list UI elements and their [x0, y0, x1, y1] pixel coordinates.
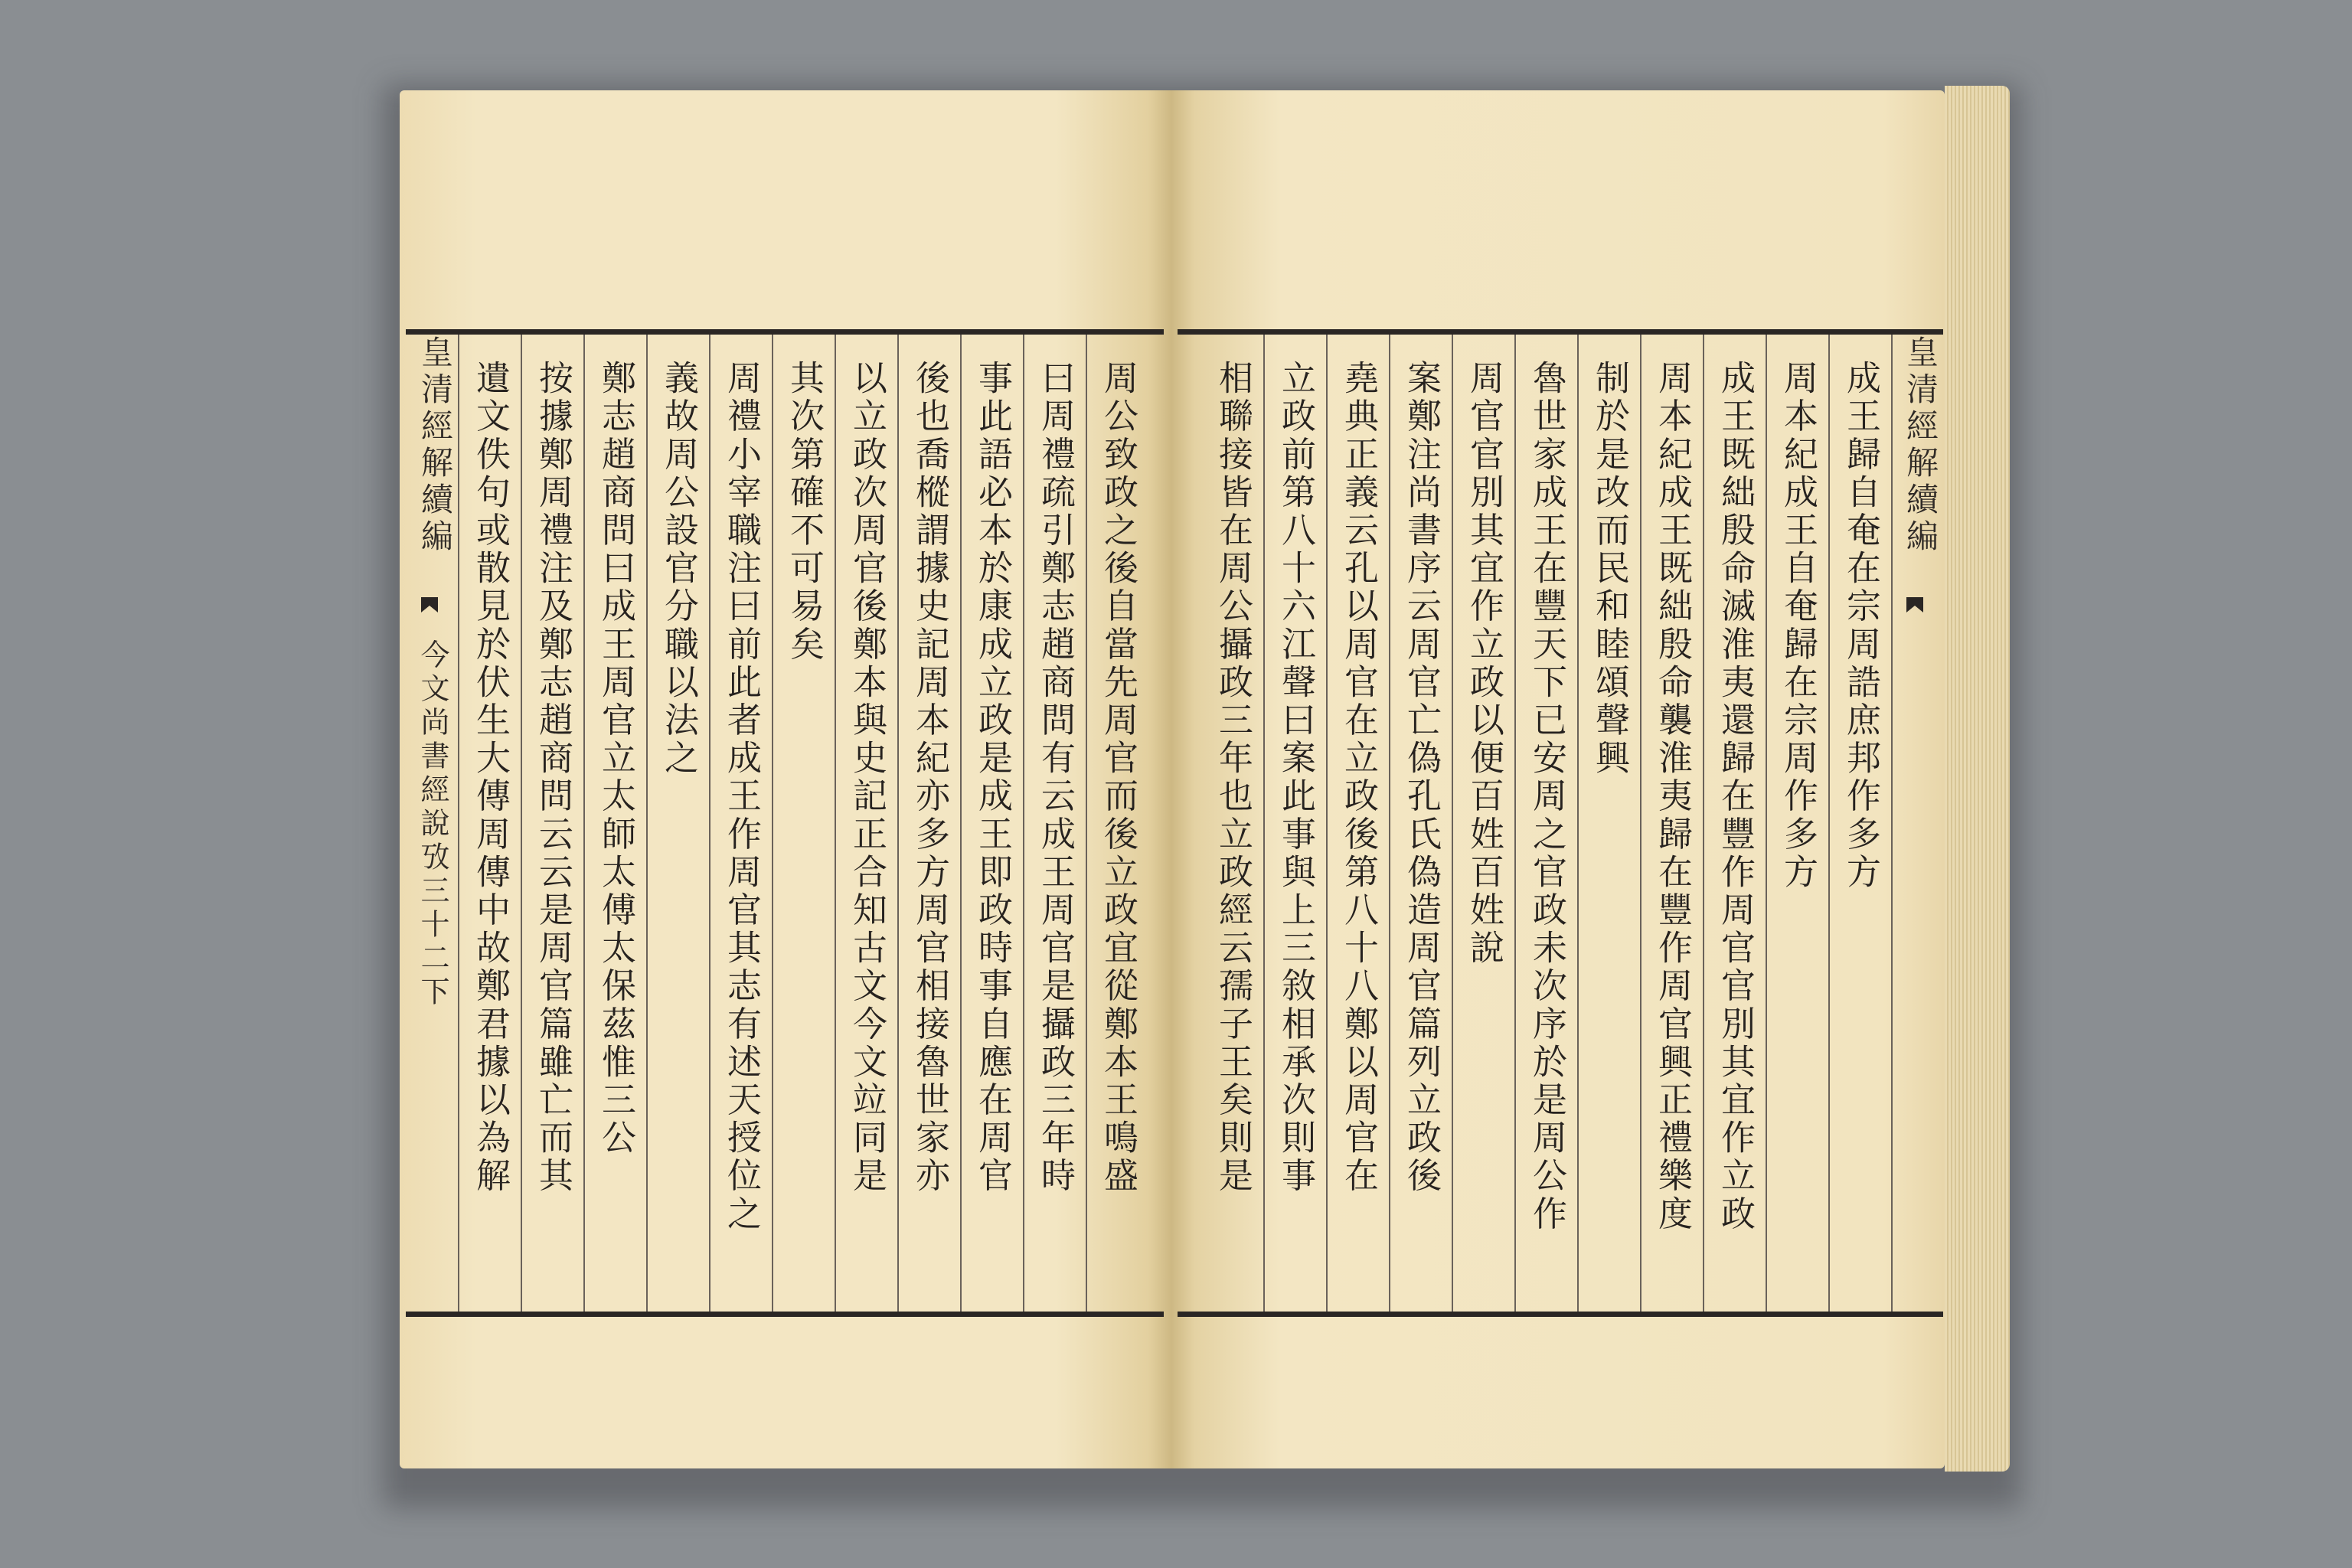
text-column: 相聯接皆在周公攝政三年也立政經云孺子王矣則是 [1213, 360, 1253, 1196]
rule [646, 335, 648, 1312]
left-margin-subtitle: 今文尚書經說攷三十二下 [416, 639, 449, 1010]
text-column: 事此語必本於康成立政是成王即政時事自應在周官 [972, 360, 1013, 1196]
rule [1766, 335, 1767, 1312]
rule [1640, 335, 1642, 1312]
text-column: 制於是改而民和睦頌聲興 [1589, 360, 1630, 778]
text-column: 曰周禮疏引鄭志趙商問有云成王周官是攝政三年時 [1035, 360, 1076, 1196]
rule [1828, 335, 1830, 1312]
rule [583, 335, 585, 1312]
text-column: 義故周公設官分職以法之 [658, 360, 699, 778]
rule [1263, 335, 1265, 1312]
rule [772, 335, 773, 1312]
page-fore-edge [1945, 86, 2010, 1472]
text-column: 案鄭注尚書序云周官亡偽孔氏偽造周官篇列立政後 [1401, 360, 1442, 1196]
rule [1326, 335, 1328, 1312]
text-column: 立政前第八十六江聲曰案此事與上三敘相承次則事 [1276, 360, 1316, 1196]
rule [1703, 335, 1704, 1312]
text-column: 堯典正義云孔以周官在立政後第八十八鄭以周官在 [1338, 360, 1379, 1196]
right-margin-title: 皇清經解續編 [1902, 335, 1939, 556]
rule [1577, 335, 1579, 1312]
rule [1086, 335, 1087, 1312]
rule [960, 335, 962, 1312]
text-column: 鄭志趙商問曰成王周官立太師太傅太保茲惟三公 [596, 360, 636, 1158]
text-column: 魯世家成王在豐天下已安周之官政未次序於是周公作 [1527, 360, 1567, 1233]
text-column: 以立政次周官後鄭本與史記正合知古文今文竝同是 [847, 360, 887, 1196]
rule [1514, 335, 1516, 1312]
rule [1452, 335, 1453, 1312]
text-column: 周禮小宰職注曰前此者成王作周官其志有述天授位之 [721, 360, 762, 1233]
text-column: 成王既絀殷命滅淮夷還歸在豐作周官官別其宜作立政 [1715, 360, 1756, 1233]
text-column: 後也喬樅謂據史記周本紀亦多方周官相接魯世家亦 [910, 360, 950, 1196]
left-margin-title: 皇清經解續編 [416, 335, 454, 556]
text-column: 周公致政之後自當先周官而後立政宜從鄭本王鳴盛 [1098, 360, 1138, 1196]
rule [521, 335, 522, 1312]
text-column: 成王歸自奄在宗周誥庶邦作多方 [1841, 360, 1881, 892]
text-column: 遺文佚句或散見於伏生大傳周傳中故鄭君據以為解 [470, 360, 511, 1196]
text-column: 其次第確不可易矣 [784, 360, 825, 664]
rule [1023, 335, 1024, 1312]
rule [897, 335, 899, 1312]
text-column: 周本紀成王既絀殷命襲淮夷歸在豐作周官興正禮樂度 [1652, 360, 1693, 1233]
rule [1389, 335, 1390, 1312]
rule [835, 335, 836, 1312]
rule [1891, 335, 1893, 1312]
text-column: 按據鄭周禮注及鄭志趙商問云云是周官篇雖亡而其 [533, 360, 573, 1196]
text-column: 周本紀成王自奄歸在宗周作多方 [1778, 360, 1818, 892]
rule [709, 335, 710, 1312]
text-column: 周官官別其宜作立政以便百姓百姓說 [1464, 360, 1504, 968]
rule [458, 335, 459, 1312]
